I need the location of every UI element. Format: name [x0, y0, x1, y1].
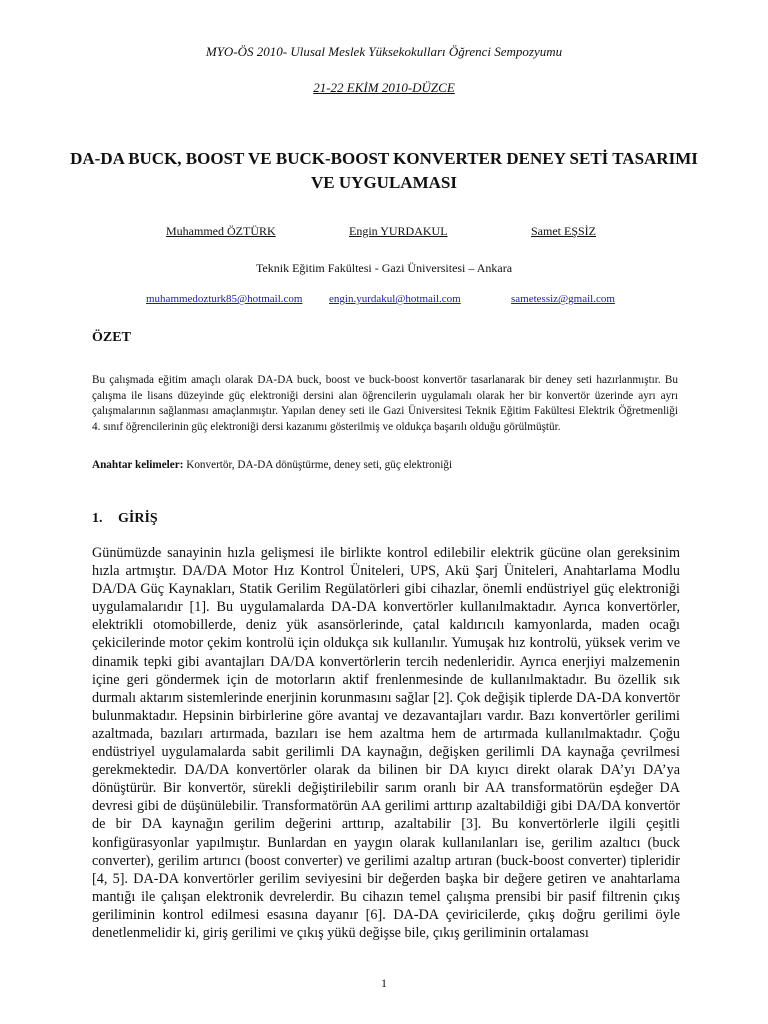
- author-email-link[interactable]: engin.yurdakul@hotmail.com: [329, 293, 461, 305]
- author-email-link[interactable]: sametessiz@gmail.com: [511, 293, 615, 305]
- section-title: GİRİŞ: [118, 511, 158, 526]
- keywords-label: Anahtar kelimeler:: [92, 459, 184, 471]
- author-name: Engin YURDAKUL: [349, 224, 448, 238]
- abstract-heading: ÖZET: [92, 330, 131, 345]
- conference-name: MYO-ÖS 2010- Ulusal Meslek Yüksekokulları Öğrenci Sempozyumu: [205, 44, 563, 59]
- author-name: Samet EŞSİZ: [531, 224, 596, 238]
- abstract-text: Bu çalışmada eğitim amaçlı olarak DA-DA buck, boost ve buck-boost konvertör tasarlanarak bir deney seti hazırlanmıştır. Bu çalışma ile lisans düzeyinde güç elektroniği dersini alan öğrencilerin uygulamalı olarak her bir konvertör üzerinde ayrı ayrı çalışmalarının sağlanması amaçlanmıştır. Yapılan deney seti ile Gazi Üniversitesi Teknik Eğitim Fakültesi Elektrik Öğretmenliği 4. sınıf öğrencilerinin güç elektroniği dersi kazanımı gösterilmiş ve oldukça başarılı olduğu görülmüştür.: [92, 374, 678, 433]
- affiliation: Teknik Eğitim Fakültesi - Gazi Üniversitesi – Ankara: [255, 261, 513, 275]
- author-email-link[interactable]: muhammedozturk85@hotmail.com: [146, 293, 303, 305]
- introduction-body: Günümüzde sanayinin hızla gelişmesi ile birlikte kontrol edilebilir elektrik gücüne olan gereksinim hızla artmıştır. DA/DA Motor Hız Kontrol Üniteleri, UPS, Akü Şarj Üniteleri, Anahtarlama Modlu DA/DA Güç Kaynakları, Statik Gerilim Regülatörleri gibi cihazlar, önemli endüstriyel güç elektroniği uygulamalarıdır [1]. Bu uygulamalarda DA-DA konvertörler kullanılmaktadır. Ayrıca konvertörler, elektrikli otomobillerde, deniz yük asansörlerinde, çatal kaldırıcılı kamyonlarda, maden ocağı çekicilerinde motor çekim kontrolü için oldukça sık kullanılır. Yumuşak hız kontrolü, yüksek verim ve dinamik tepki gibi avantajları DA/DA konvertörlerin tercih nedenleridir. Ayrıca enerjiyi malzemenin içine geri göndermek için de motorların aktif frenlenmesinde de kullanılmaktadır. Bu özellik sık durmalı aktarım sistemlerinde enerjinin korunmasını sağlar [2]. Çok değişik tiplerde DA-DA konvertör bulunmaktadır. Hepsinin birbirlerine göre avantaj ve dezavantajları vardır. Bazı konvertörler gerilimi azaltmada, bazıları artırmada, bazıları ise hem azaltma hem de artırmada kullanılmaktadır. Çoğu endüstriyel uygulamalarda sabit gerilimli DA kaynağın, değişken gerilimli DA kaynağa çevrilmesi gerekmektedir. DA/DA konvertörler olarak da bilinen bir DA kıyıcı direkt olarak DA’yı DA’ya dönüştürür. Bir konvertör, sürekli değiştirilebilir sarım oranlı bir AA transformatörün eşdeğer DA devresi gibi de düşünülebilir. Transformatörün AA gerilimi arttırıp azaltabildiği gibi DA/DA konvertör de bir DA kaynağın gerilim değerini arttırıp, azaltabilir [3]. Bu konvertörlerle ilgili çeşitli konfigürasyonlar yapılmıştır. Bunlardan en yaygın olarak kullanılanları ise, gerilim azaltıcı (buck converter), gerilim artırıcı (boost converter) ve gerilimi azaltıp artıran (buck-boost converter) tipleridir [4, 5]. DA-DA konvertörler gerilim seviyesini bir değerden başka bir değere getiren ve anahtarlama mantığı ile çalışan elektronik devrelerdir. Bu cihazın temel çalışma prensibi bir pasif filtrenin çıkış geriliminin kontrol edilmesi esasına dayanır [6]. DA-DA çeviricilerde, çıkış doğru gerilimi öyle denetlenmelidir ki, giriş gerilimi ve çıkış yükü değişse bile, çıkış geriliminin ortalaması: [92, 545, 680, 941]
- author-name: Muhammed ÖZTÜRK: [166, 224, 276, 238]
- section-heading-introduction: [92, 511, 158, 527]
- keywords-list: Konvertör, DA-DA dönüştürme, deney seti, güç elektroniği: [183, 459, 453, 471]
- paper-title: DA-DA BUCK, BOOST VE BUCK-BOOST KONVERTER DENEY SETİ TASARIMI VE UYGULAMASI: [70, 149, 698, 192]
- keywords: [92, 459, 678, 471]
- page-number: 1: [381, 976, 387, 990]
- section-number: 1.: [92, 511, 103, 526]
- conference-date: 21-22 EKİM 2010-DÜZCE: [313, 80, 455, 95]
